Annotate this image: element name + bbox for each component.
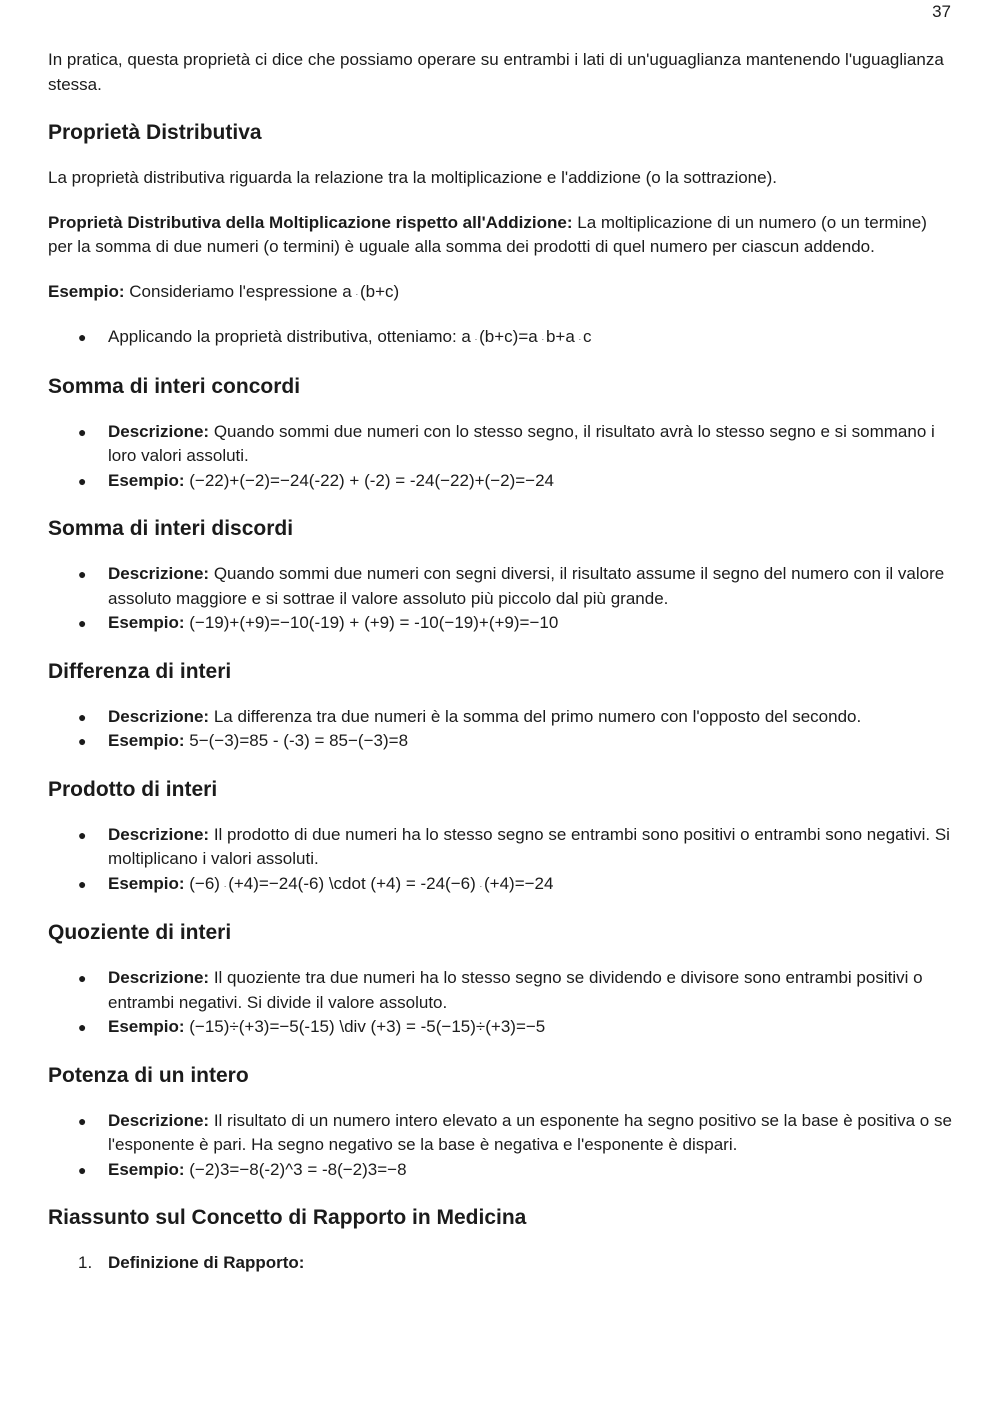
section-list [48,420,953,494]
heading-somma-concordi: Somma di interi concordi [48,374,301,398]
heading-somma-discordi: Somma di interi discordi [48,517,294,540]
page-number: 37 [932,2,951,21]
distributive-example [48,280,953,306]
multiplication-dot: . [355,287,358,297]
description-text: Quando sommi due numeri con lo stesso segno, il risultato avrà lo stesso segno e si sommano i loro valori assoluti. [108,421,935,465]
distributive-rule-text: La moltiplicazione di un numero (o un termine) per la somma di due numeri (o termini) è uguale alla somma dei prodotti di quel numero per ciascun addendo. [48,212,927,256]
example-text: Consideriamo l'espressione a [124,281,352,301]
bullet-icon: ● [78,1019,87,1035]
list-item [48,729,953,754]
list-item [48,1109,953,1158]
section-list [48,562,953,636]
bullet-icon: ● [78,1112,87,1129]
description-text: Il quoziente tra due numeri ha lo stesso segno se dividendo e divisore sono entrambi positivi o entrambi negativi. Si divide il valore assoluto. [108,968,923,1012]
example-label: Esempio: [108,873,185,893]
description-label: Descrizione: [108,706,210,726]
description-text: Quando sommi due numeri con segni diversi, il risultato assume il segno del numero con il valore assoluto maggiore e si sottrae il valore assoluto più piccolo dal più grande. [108,564,945,608]
example-label: Esempio: [108,1159,185,1179]
example-label: Esempio: [108,470,185,490]
bullet-icon: ● [78,875,87,892]
list-item [48,705,953,730]
bullet-icon: ● [78,970,87,986]
distributive-bullets [48,325,953,351]
example-text: (−2)3=−8(-2)^3 = -8(−2)3=−8 [184,1159,407,1179]
section-list [48,705,953,754]
heading-differenza: Differenza di interi [48,659,232,683]
list-number: 1. [78,1253,93,1272]
bullet-text: Applicando la proprietà distributiva, otteniamo: a [108,327,471,346]
example-label: Esempio: [48,281,125,301]
description-label: Descrizione: [108,564,210,583]
multiplication-dot: . [474,333,478,342]
list-item [48,1015,953,1040]
list-item [48,325,953,351]
example-label: Esempio: [108,613,185,632]
description-label: Descrizione: [108,421,210,441]
multiplication-dot: . [223,879,227,889]
bullet-icon: ● [78,826,87,843]
list-item [48,1158,953,1183]
multiplication-dot: . [578,333,582,342]
heading-quoziente: Quoziente di interi [48,921,232,944]
heading-riassunto: Riassunto sul Concetto di Rapporto in Medicina [48,1206,527,1229]
bullet-icon: ● [78,423,87,440]
bullet-icon: ● [78,329,87,345]
section-list [48,966,953,1040]
list-item [48,823,953,872]
example-text: (+4)=−24 [484,873,554,893]
multiplication-dot: . [479,879,482,889]
bullet-icon: ● [78,733,87,749]
example-text: (−22)+(−2)=−24(-22) + (-2) = -24(−22)+(−2)=−24 [184,470,555,490]
bullet-icon: ● [78,1161,87,1178]
heading-potenza: Potenza di un intero [48,1063,249,1087]
list-item [48,1251,953,1276]
list-item [48,872,953,898]
description-text: Il risultato di un numero intero elevato a un esponente ha segno positivo se la base è positiva o se l'esponente è pari. Ha segno negativo se la base è negativa e l'esponente è dispari. [108,1110,952,1154]
list-item [48,469,953,494]
description-text: La differenza tra due numeri è la somma del primo numero con l'opposto del secondo. [209,706,862,726]
intro-paragraph: In pratica, questa proprietà ci dice che possiamo operare su entrambi i lati di un'uguaglianza mantenendo l'uguaglianza stessa. [48,50,944,94]
bullet-text: c [583,327,592,346]
summary-list [48,1251,953,1276]
list-item [48,420,953,469]
example-text: (−19)+(+9)=−10(-19) + (+9) = -10(−19)+(+9)=−10 [184,613,559,632]
list-item [48,966,953,1015]
example-label: Esempio: [108,1017,185,1036]
example-text: (−15)÷(+3)=−5(-15) \div (+3) = -5(−15)÷(+3)=−5 [184,1017,546,1036]
section-list [48,1109,953,1183]
summary-item-label: Definizione di Rapporto: [108,1253,305,1272]
example-text: (b+c) [359,281,400,301]
description-label: Descrizione: [108,968,210,987]
description-label: Descrizione: [108,824,210,844]
bullet-icon: ● [78,566,87,582]
multiplication-dot: . [541,333,544,342]
example-text: (+4)=−24(-6) \cdot (+4) = -24(−6) [228,873,476,893]
bullet-text: b+a [545,327,575,346]
bullet-icon: ● [78,472,87,489]
section-list [48,823,953,898]
example-text: (−6) [184,873,220,893]
heading-prodotto: Prodotto di interi [48,777,218,801]
example-label: Esempio: [108,731,185,750]
example-text: 5−(−3)=85 - (-3) = 85−(−3)=8 [184,731,409,750]
heading-distributive: Proprietà Distributiva [48,121,262,144]
distributive-intro: La proprietà distributiva riguarda la relazione tra la moltiplicazione e l'addizione (o la sottrazione). [48,168,777,187]
document-body [48,48,953,1276]
distributive-rule-label: Proprietà Distributiva della Moltiplicazione rispetto all'Addizione: [48,212,573,232]
description-text: Il prodotto di due numeri ha lo stesso segno se entrambi sono positivi o entrambi sono negativi. Si moltiplicano i valori assoluti. [108,824,950,868]
description-label: Descrizione: [108,1110,210,1130]
bullet-text: (b+c)=a [479,327,538,346]
bullet-icon: ● [78,615,87,631]
list-item [48,562,953,611]
distributive-rule [48,211,953,260]
bullet-icon: ● [78,708,87,725]
list-item [48,611,953,636]
